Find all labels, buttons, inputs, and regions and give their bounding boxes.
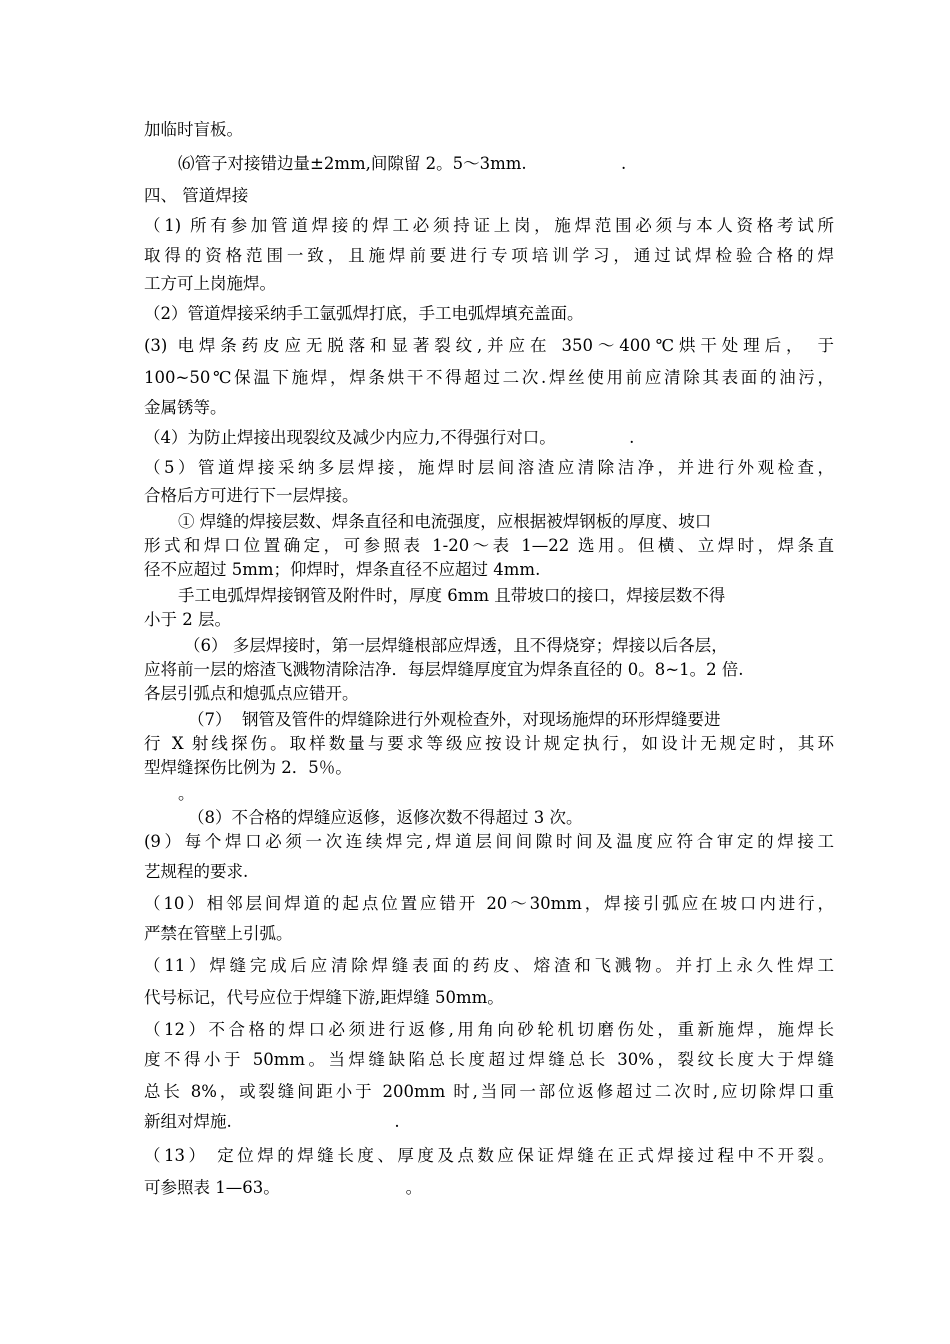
section-heading: 四、 管道焊接 <box>144 186 249 205</box>
text-line: 取得的资格范围一致，且施焊前要进行专项培训学习，通过试焊检验合格的焊 <box>144 246 834 265</box>
text-line: （10）相邻层间焊道的起点位置应错开 20～30mm，焊接引弧应在坡口内进行， <box>144 894 834 913</box>
text-line: 小于 2 层。 <box>144 610 231 629</box>
text-line: 严禁在管壁上引弧。 <box>144 924 293 943</box>
text-line: 金属锈等。 <box>144 398 227 417</box>
text-line: 形式和焊口位置确定，可参照表 1-20～表 1—22 选用。但横、立焊时，焊条直 <box>144 536 834 555</box>
text-line: （2）管道焊接采纳手工氩弧焊打底，手工电弧焊填充盖面。 <box>144 304 584 323</box>
text-line: 代号标记，代号应位于焊缝下游,距焊缝 50mm。 <box>144 988 504 1007</box>
text-line: 100~50℃保温下施焊，焊条烘干不得超过二次.焊丝使用前应清除其表面的油污， <box>144 368 834 387</box>
text-line: 各层引弧点和熄弧点应错开。 <box>144 684 359 703</box>
text-line: 合格后方可进行下一层焊接。 <box>144 486 359 505</box>
text-line: （6） 多层焊接时，第一层焊缝根部应焊透，且不得烧穿；焊接以后各层， <box>184 636 728 655</box>
text-line: 度不得小于 50mm。当焊缝缺陷总长度超过焊缝总长 30%，裂纹长度大于焊缝 <box>144 1050 834 1069</box>
text-line: （12）不合格的焊口必须进行返修,用角向砂轮机切磨伤处，重新施焊，施焊长 <box>144 1020 834 1039</box>
text-line: 行 X 射线探伤。取样数量与要求等级应按设计规定执行，如设计无规定时，其环 <box>144 734 834 753</box>
text-line: 。 <box>178 784 195 803</box>
text-line: （8）不合格的焊缝应返修，返修次数不得超过 3 次。 <box>188 808 583 827</box>
text-line: 加临时盲板。 <box>144 120 243 139</box>
text-line: 可参照表 1—63。 。 <box>144 1178 423 1197</box>
text-line: （13） 定位焊的焊缝长度、厚度及点数应保证焊缝在正式焊接过程中不开裂。 <box>144 1146 834 1165</box>
text-line: 径不应超过 5mm；仰焊时，焊条直径不应超过 4mm. <box>144 560 541 579</box>
text-line: 型焊缝探伤比例为 2．5％。 <box>144 758 352 777</box>
text-line: 工方可上岗施焊。 <box>144 274 276 293</box>
text-line: （5）管道焊接采纳多层焊接，施焊时层间溶渣应清除洁净，并进行外观检查， <box>144 458 834 477</box>
text-line: （11）焊缝完成后应清除焊缝表面的药皮、熔渣和飞溅物。并打上永久性焊工 <box>144 956 834 975</box>
text-line: 总长 8%，或裂缝间距小于 200mm 时,当同一部位返修超过二次时,应切除焊口重 <box>144 1082 834 1101</box>
text-line: (9）每个焊口必须一次连续焊完,焊道层间间隙时间及温度应符合审定的焊接工 <box>144 832 834 851</box>
text-line: 手工电弧焊焊接钢管及附件时，厚度 6mm 且带坡口的接口，焊接层数不得 <box>178 586 726 605</box>
text-line: （1) 所有参加管道焊接的焊工必须持证上岗，施焊范围必须与本人资格考试所 <box>144 216 834 235</box>
text-line: （4）为防止焊接出现裂纹及减少内应力,不得强行对口。 . <box>144 428 635 447</box>
text-line: ⑹管子对接错边量±2mm,间隙留 2。5～3mm. . <box>178 154 627 173</box>
text-line: （7） 钢管及管件的焊缝除进行外观检查外，对现场施焊的环形焊缝要进 <box>188 710 721 729</box>
text-line: ① 焊缝的焊接层数、焊条直径和电流强度，应根据被焊钢板的厚度、坡口 <box>178 512 712 531</box>
text-line: 新组对焊施. . <box>144 1112 400 1131</box>
text-line: 艺规程的要求. <box>144 862 249 881</box>
text-line: 应将前一层的熔渣飞溅物清除洁净．每层焊缝厚度宜为焊条直径的 0。8~1。2 倍. <box>144 660 744 679</box>
text-line: (3) 电焊条药皮应无脱落和显著裂纹,并应在 350～400℃烘干处理后， 于 <box>144 336 834 355</box>
